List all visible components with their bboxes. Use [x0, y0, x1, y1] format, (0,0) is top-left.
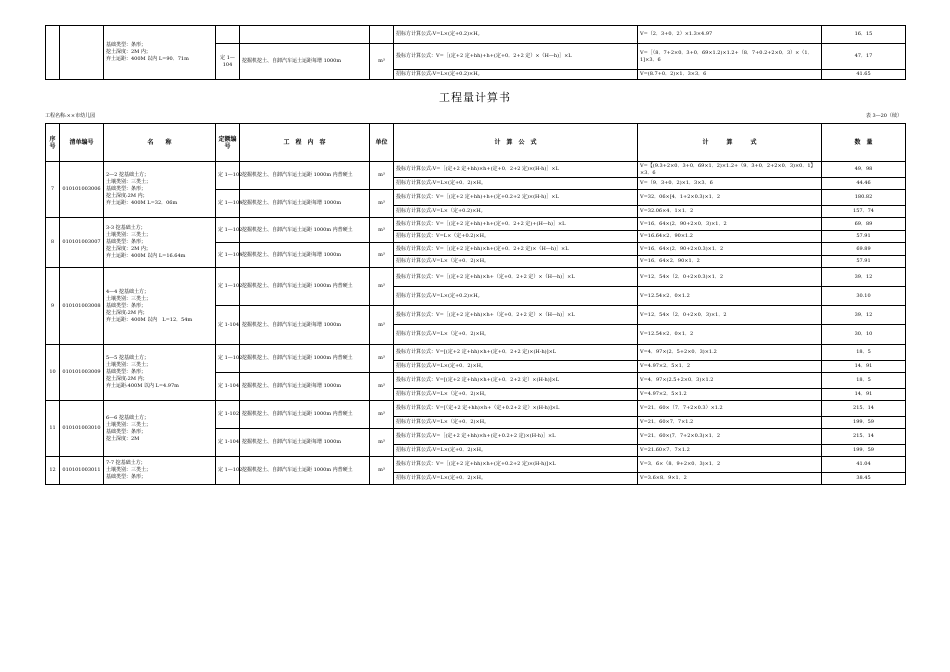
list-code-cell: 010101003011 — [60, 457, 104, 485]
name-line: 2—2 挖基础土方； — [106, 172, 149, 178]
formula-cell: 投标方计算公式：V=［(定+2 定+hh)×h+（定+0．2+2 定）×（H—h)］×L — [394, 306, 638, 325]
quota-cell: 定 1—102 — [216, 268, 240, 306]
name-cell — [104, 26, 216, 80]
name-line: 挖土深度：2M — [106, 435, 140, 442]
list-code-cell — [60, 26, 104, 80]
quota-cell: 定 1-104 — [216, 306, 240, 345]
header-calc: 计 算 式 — [638, 124, 822, 162]
qty-cell: 215．14 — [822, 401, 906, 417]
table-row — [46, 218, 906, 231]
name-line: 4—4 挖基础土方； — [106, 288, 149, 295]
qty-cell: 39．12 — [822, 268, 906, 287]
quota-cell: 定 1—104 — [216, 243, 240, 268]
formula-cell: 投标方计算公式：V=[(定+2 定+hh)×h+(定+0．2+2 定)×(H-h)]×L — [394, 345, 638, 361]
seq-cell: 9 — [46, 268, 60, 345]
content-cell: 挖掘机挖土、自卸汽车运土运距 1000m 内普硬土 — [240, 268, 370, 306]
content-cell: 挖掘机挖土、自卸汽车运土运距 1000m 内普硬土 — [240, 218, 370, 243]
seq-cell: 12 — [46, 457, 60, 485]
formula-cell: 招标方计算公式:V=L×(定+0．2)×H。 — [394, 178, 638, 190]
qty-cell: 18．5 — [822, 345, 906, 361]
qty-cell: 30．10 — [822, 325, 906, 345]
quota-cell: 定 1—104 — [216, 190, 240, 218]
calc-cell: V=32.06×4．1×1．2 — [638, 206, 822, 218]
calc-cell: V=［（8．7+2×0．3+0．69×1.2)×1.2+（8．7+0.2+2×0．3）×（1．1]×3．6 — [638, 44, 822, 70]
formula-cell: 投标方计算公式：V=［(定+2 定+hh)×h+(定+0.2+2 定)×(H-h)]×L — [394, 457, 638, 473]
qty-cell: 14．91 — [822, 361, 906, 373]
table-header-row — [46, 124, 906, 162]
quota-cell: 定 1-104 — [216, 373, 240, 401]
calc-cell: V=21．60×（7．7+2×0.3）×1.2 — [638, 401, 822, 417]
unit-cell: m³ — [370, 345, 394, 373]
quantity-table — [45, 123, 906, 485]
formula-cell: 投标方计算公式:V=［(定+2 定+hh)×h+(定+0．2+2 定)×(H-h)］×L — [394, 162, 638, 178]
content-cell: 挖掘机挖土、自卸汽车运土运距每增 1000m — [240, 243, 370, 268]
qty-cell: 14．91 — [822, 389, 906, 401]
unit-cell: m³ — [370, 373, 394, 401]
list-code-cell: 010101003009 — [60, 345, 104, 401]
calc-cell: V=16．64×2．90×1．2 — [638, 256, 822, 268]
name-cell — [104, 218, 216, 268]
content-cell: 挖掘机挖土、自卸汽车运土运距每增 1000m — [240, 306, 370, 345]
calc-cell: V=3．6×（8．9+2×0．3)×1．2 — [638, 457, 822, 473]
name-line: 土壤类别：三类土； — [106, 467, 152, 473]
formula-cell: 招标方计算公式:V=L×(定+0．2)×H。 — [394, 445, 638, 457]
unit-cell: m³ — [370, 306, 394, 345]
seq-cell: 10 — [46, 345, 60, 401]
calc-cell: V=4.97×2．5×1．2 — [638, 361, 822, 373]
qty-cell: 57.91 — [822, 256, 906, 268]
quota-cell: 定 1—102 — [216, 457, 240, 485]
name-line: 7-7 挖基础土方； — [106, 460, 146, 466]
quota-cell: 定 1—102 — [216, 345, 240, 373]
qty-cell: 47．17 — [822, 44, 906, 70]
unit-cell: m³ — [370, 429, 394, 457]
name-cell — [104, 268, 216, 345]
quota-cell: 定 1-104 — [216, 429, 240, 457]
seq-cell — [46, 26, 60, 80]
name-line: 挖土深度:2M 内； — [106, 193, 148, 199]
table-row — [46, 162, 906, 178]
name-line: 弃土运距：400M L=32．06m — [106, 200, 178, 206]
content-cell: 挖掘机挖土、自卸汽车运土运距 1000m 内普硬土 — [240, 457, 370, 485]
header-content: 工 程 内 容 — [240, 124, 370, 162]
header-formula: 计 算 公 式 — [394, 124, 638, 162]
formula-cell: 招标方计算公式:V=L×(定+0.2)×H。 — [394, 70, 638, 80]
list-code-cell: 010101003010 — [60, 401, 104, 457]
name-line: 挖土深度:2M 内； — [106, 376, 148, 382]
name-line: 土壤类别：三类土； — [106, 295, 152, 302]
unit-cell: m³ — [370, 457, 394, 485]
name-cell — [104, 401, 216, 457]
top-partial-table — [45, 25, 906, 80]
list-code-cell: 010101003008 — [60, 268, 104, 345]
formula-cell: 投标方计算公式：V=[(定+2 定+hh)×h+(定+0．2+2 定）×(H-h)]×L — [394, 373, 638, 389]
document-title: 工程量计算书 — [439, 91, 511, 104]
unit-cell: m³ — [370, 162, 394, 190]
calc-cell: V=（2．3+0．2）×1.3×4.97 — [638, 26, 822, 44]
seq-cell: 7 — [46, 162, 60, 218]
calc-cell: V=16.64×2．90×1.2 — [638, 231, 822, 243]
content-cell: 挖掘机挖土、自卸汽车运土运距 1000m 内普硬土 — [240, 401, 370, 429]
calc-cell: V=3.6×8．9×1．2 — [638, 473, 822, 485]
unit-cell — [370, 26, 394, 44]
qty-cell: 215．14 — [822, 429, 906, 445]
qty-cell: 41.04 — [822, 457, 906, 473]
name-line: 6—6 挖基础土方； — [106, 414, 149, 421]
qty-cell: 44.46 — [822, 178, 906, 190]
qty-cell: 69.89 — [822, 243, 906, 256]
name-line: 弃土运距：400M 以内 L=90．71m — [106, 56, 189, 62]
quota-cell: 定 1—104 — [216, 44, 240, 80]
unit-cell: m³ — [370, 243, 394, 268]
qty-cell: 180.82 — [822, 190, 906, 206]
name-line: 挖土深度:2M 内； — [106, 309, 148, 316]
qty-cell: 18．5 — [822, 373, 906, 389]
qty-cell: 16．15 — [822, 26, 906, 44]
name-cell — [104, 162, 216, 218]
header-name: 名 称 — [104, 124, 216, 162]
unit-cell: m³ — [370, 218, 394, 243]
name-line: 基础类型：条形； — [106, 239, 147, 245]
name-line: 基础类型：条形； — [106, 474, 147, 480]
name-line: 3-3 挖基础土方； — [106, 225, 146, 231]
unit-cell: m³ — [370, 268, 394, 306]
quota-cell: 定 1—102 — [216, 218, 240, 243]
qty-cell: 38.45 — [822, 473, 906, 485]
name-line: 弃土运距：400M 以内 L=12．54m — [106, 316, 193, 323]
calc-cell: V=32．06×[4．1+2×0.3)×1．2 — [638, 190, 822, 206]
formula-cell: 招标方计算公式:V=L×(定+0.2)×H。 — [394, 26, 638, 44]
seq-cell: 8 — [46, 218, 60, 268]
name-line: 挖土深度：2M 内； — [106, 49, 151, 55]
quota-cell: 定 1-102 — [216, 401, 240, 429]
table-body — [46, 162, 906, 485]
name-line: 土壤类别：三类土； — [106, 179, 152, 185]
calc-cell: V=16．64×(2．90+2×0.3)×1．2 — [638, 243, 822, 256]
name-cell — [104, 345, 216, 401]
project-name-label: 工程名称:××市幼儿园 — [45, 113, 96, 119]
calc-cell: V=4．97×(2.5+2×0．3)×1.2 — [638, 373, 822, 389]
content-cell: 挖掘机挖土、自卸汽车运土运距每增 1000m — [240, 373, 370, 401]
calc-cell: V=4.97×2．5×1.2 — [638, 389, 822, 401]
content-cell: 挖掘机挖土、自卸汽车运土运距每增 1000m — [240, 190, 370, 218]
calc-cell: V=12．54×（2．0+2×0．3)×1．2 — [638, 306, 822, 325]
calc-cell: V=12.54×2．0×1．2 — [638, 325, 822, 345]
content-cell: 挖掘机挖土、自卸汽车运土运距每增 1000m — [240, 44, 370, 80]
calc-cell: V=（9．3+0．2)×1．3×3．6 — [638, 178, 822, 190]
formula-cell: 招标方计算公式:V=L×（定+0.2)×H。 — [394, 206, 638, 218]
name-line: 土壤类别：三类土； — [106, 421, 152, 428]
content-cell: 挖掘机挖土、自卸汽车运土运距 1000m 内普硬土 — [240, 162, 370, 190]
calc-cell: V=21.60×7．7×1.2 — [638, 445, 822, 457]
seq-cell: 11 — [46, 401, 60, 457]
calc-cell: V=16．64×(2．90+2×0．3)×1．2 — [638, 218, 822, 231]
formula-cell: 招标方计算公式:V=L×（定+0．2)×H。 — [394, 325, 638, 345]
formula-cell: 投标方计算公式：V=［(定+2 定+hh)×h+（定+0．2+2 定）×（H—h)］×L — [394, 268, 638, 287]
table-row — [46, 345, 906, 361]
name-line: 基础类型：条形； — [106, 302, 147, 309]
formula-cell: 招标方计算公式：V=L×（定+0.2)×H。 — [394, 231, 638, 243]
content-cell: 挖掘机挖土、自卸汽车运土运距 1000m 内普硬土 — [240, 345, 370, 373]
formula-cell: 招标方计算公式:V=L×（定+0．2)×H。 — [394, 256, 638, 268]
calc-cell: V=4．97×(2．5+2×0．3)×1.2 — [638, 345, 822, 361]
header-quota: 定额编号 — [216, 124, 240, 162]
qty-cell: 199．59 — [822, 445, 906, 457]
name-line: 土壤类别：三类土； — [106, 362, 152, 368]
table-row — [46, 268, 906, 287]
qty-cell: 49．98 — [822, 162, 906, 178]
unit-cell: m³ — [370, 401, 394, 429]
table-row — [46, 401, 906, 417]
unit-cell: m³ — [370, 190, 394, 218]
formula-cell: 投标方计算公式：V=［(定+2 定+hh)+h+(定+0．2+2 定）×（H—h)］×L — [394, 44, 638, 70]
header-qty: 数 量 — [822, 124, 906, 162]
formula-cell: 招标方计算公式:V=L×（定+0．2)×H。 — [394, 389, 638, 401]
qty-cell: 39．12 — [822, 306, 906, 325]
calc-cell: V=21．60×(7．7+2×0.3)×1．2 — [638, 429, 822, 445]
list-code-cell: 010101003007 — [60, 218, 104, 268]
formula-cell: 投标方计算公式:V=［(定+2 定+hh)×h+(定+0.2+2 定)×(H-h)］×L — [394, 429, 638, 445]
formula-cell: 投标方计算公式：V=［(定+2 定+hh)+h+(定+0．2+2 定)+(H—h)］×L — [394, 218, 638, 231]
qty-cell: 69．89 — [822, 218, 906, 231]
name-line: 弃土运距:400M 以内 L=4.97m — [106, 383, 179, 389]
formula-cell: 投标方计算公式：V=[（定+2 定+hh)×h+（定+0.2+2 定）×(H-h)]×L — [394, 401, 638, 417]
name-line: 基础类型：条形； — [106, 42, 147, 48]
formula-cell: 投标方计算公式：V=［(定+2 定+hh)×h+(定+0．2+2 定)×（H—h)］×L — [394, 243, 638, 256]
name-line: 弃土运距：400M 以内 L=16.64m — [106, 253, 186, 259]
calc-cell: V=21．60×7．7×1.2 — [638, 417, 822, 429]
qty-cell: 30.10 — [822, 287, 906, 306]
formula-cell: 招标方计算公式:V=L×(定+0.2)×H。 — [394, 287, 638, 306]
quota-cell: 定 1—102 — [216, 162, 240, 190]
list-code-cell: 010101003006 — [60, 162, 104, 218]
name-cell — [104, 457, 216, 485]
formula-cell: 投标方计算公式：V=［(定+2 定+hh)+h+(定+0.2+2 定)×(H-h)］×L — [394, 190, 638, 206]
header-seq: 序号 — [46, 124, 60, 162]
name-line: 基础类型：条形； — [106, 428, 147, 435]
name-line: 5—5 挖基础土方； — [106, 355, 149, 361]
formula-cell: 招标方计算公式:V=L×（定+0．2)×H。 — [394, 417, 638, 429]
calc-cell: V=【(9.3+2×0．3+0．69×1．2)×1.2+（9．3+0．2+2×0．3)×0．1】×3．6 — [638, 162, 822, 178]
calc-cell: V=12．54×（2．0+2×0.3)×1．2 — [638, 268, 822, 287]
qty-cell: 199．59 — [822, 417, 906, 429]
name-line: 挖土深度：2M 内； — [106, 246, 151, 252]
name-line: 基础类型：条形； — [106, 186, 147, 192]
unit-cell: m³ — [370, 44, 394, 80]
table-row — [46, 457, 906, 473]
table-number-label: 表 3—20（续） — [865, 113, 902, 119]
calc-cell: V=12.54×2．0×1.2 — [638, 287, 822, 306]
formula-cell: 招标方计算公式:V=L×(定+0．2)×H。 — [394, 361, 638, 373]
content-cell: 挖掘机挖土、自卸汽车运土运距每增 1000m — [240, 429, 370, 457]
formula-cell: 招标方计算公式:V=L×(定+0．2)×H。 — [394, 473, 638, 485]
quota-cell — [216, 26, 240, 44]
name-line: 基础类型：条形； — [106, 369, 147, 375]
qty-cell: 57.91 — [822, 231, 906, 243]
qty-cell: 157．74 — [822, 206, 906, 218]
qty-cell: 41.65 — [822, 70, 906, 80]
content-cell — [240, 26, 370, 44]
header-list-code: 清单编号 — [60, 124, 104, 162]
calc-cell: V=(8.7+0．2)×1．3×3．6 — [638, 70, 822, 80]
header-unit: 单位 — [370, 124, 394, 162]
name-line: 土壤类别：三类土； — [106, 232, 152, 238]
